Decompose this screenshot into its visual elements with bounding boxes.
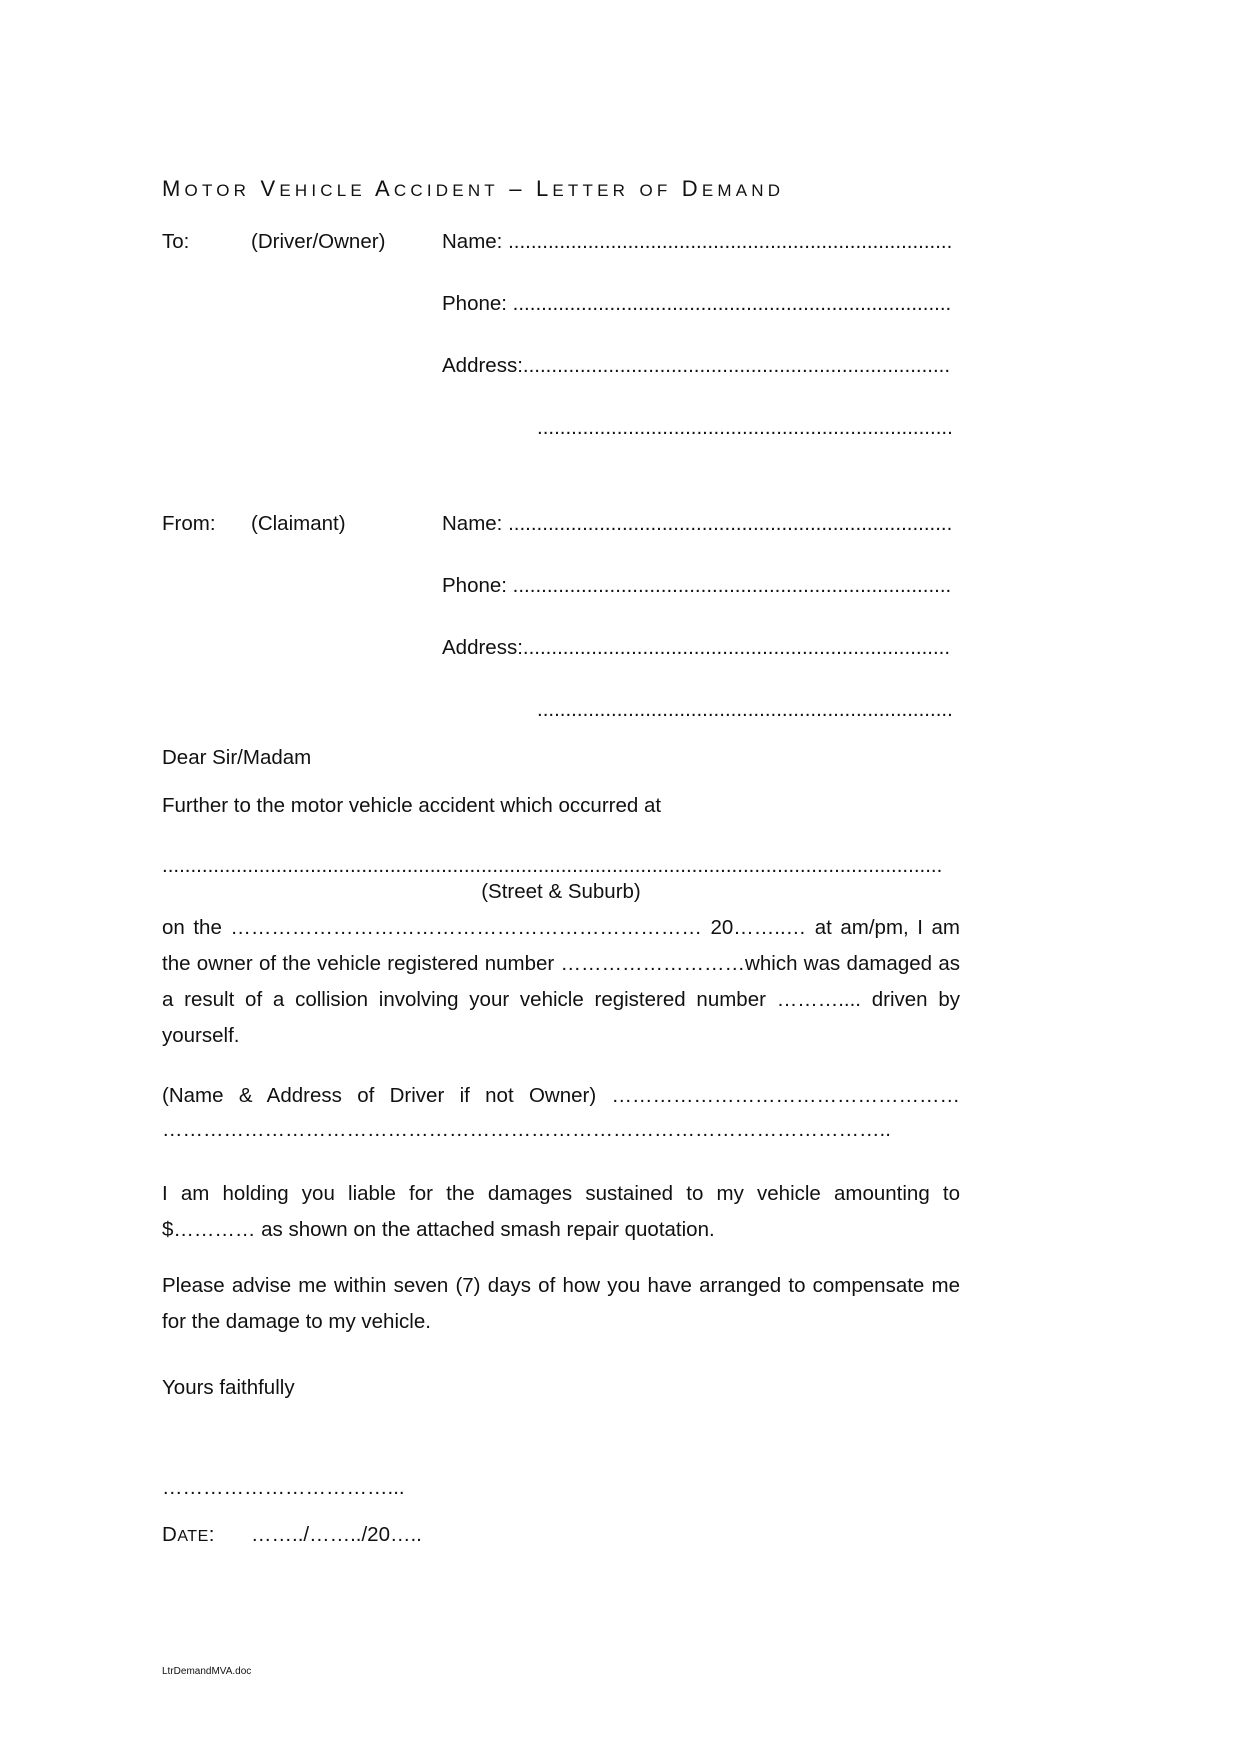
- from-role: (Claimant): [251, 512, 346, 535]
- to-phone-field: Phone: .............................................................................: [442, 292, 952, 315]
- to-address-field: Address:...........................................................................: [442, 354, 951, 377]
- from-address-field: Address:...........................................................................: [442, 636, 951, 659]
- date-label: DATE:: [162, 1523, 215, 1546]
- to-role: (Driver/Owner): [251, 230, 386, 253]
- from-label: From:: [162, 512, 216, 535]
- footer-filename: LtrDemandMVA.doc: [162, 1666, 252, 1677]
- accident-details-paragraph: on the …………………………………………………………… 20……..… at am/pm, I am the owner of the vehicle registered number ………………………which was damaged as a result of a collision involving your vehicle registered number ……….... driven by yourself.: [162, 916, 960, 1047]
- salutation: Dear Sir/Madam: [162, 746, 312, 769]
- street-suburb-caption: (Street & Suburb): [481, 880, 641, 903]
- page-title: MOTOR VEHICLE ACCIDENT – LETTER OF DEMAND: [162, 176, 785, 201]
- compensation-paragraph: Please advise me within seven (7) days of how you have arranged to compensate me for the damage to my vehicle.: [162, 1274, 960, 1333]
- signature-line: ……………………………...: [162, 1476, 405, 1499]
- to-name-field: Name: ..............................................................................: [442, 230, 953, 253]
- from-address-continuation: .........................................................................: [537, 698, 953, 721]
- intro-text: Further to the motor vehicle accident which occurred at: [162, 794, 662, 817]
- street-suburb-field: .........................................................................................................................................: [162, 854, 943, 877]
- to-address-continuation: .........................................................................: [537, 416, 953, 439]
- from-phone-field: Phone: .............................................................................: [442, 574, 952, 597]
- to-label: To:: [162, 230, 190, 253]
- liability-paragraph: I am holding you liable for the damages sustained to my vehicle amounting to $………… as shown on the attached smash repair quotation.: [162, 1182, 960, 1241]
- driver-details-continuation: ……………………………………………………………………………………………..: [162, 1118, 891, 1141]
- date-field: ……../……../20…..: [251, 1523, 422, 1546]
- closing: Yours faithfully: [162, 1376, 295, 1399]
- driver-details-line: (Name & Address of Driver if not Owner) ……………………………………………: [162, 1084, 960, 1107]
- from-name-field: Name: ..............................................................................: [442, 512, 953, 535]
